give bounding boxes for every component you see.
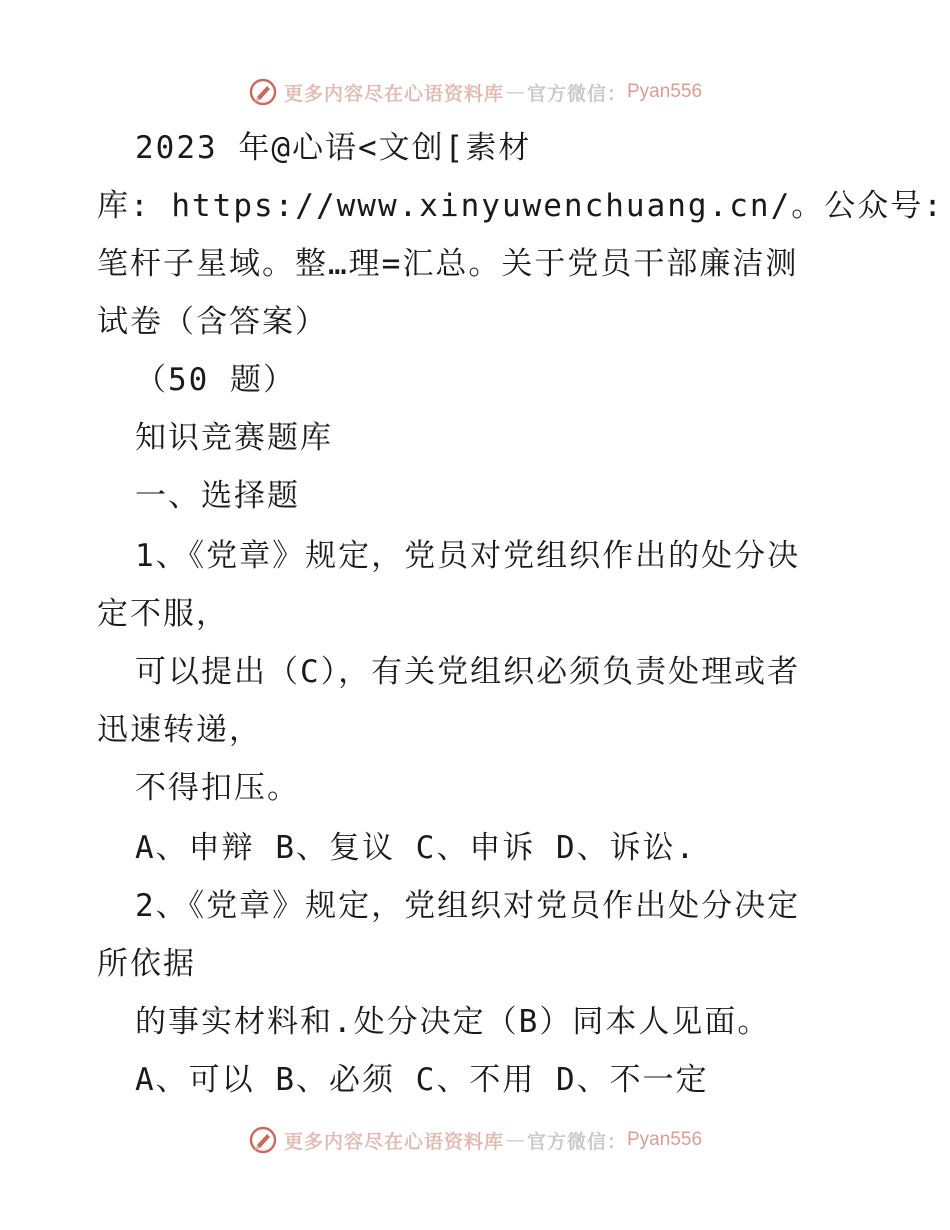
banner-wechat-label: 官方微信： — [526, 1130, 627, 1153]
banner-wechat-id: Pyan556 — [627, 1129, 703, 1150]
pen-circle-logo-icon — [248, 1125, 278, 1155]
question-line: 所依据 — [97, 946, 196, 982]
section-heading: 一、选择题 — [135, 478, 300, 514]
question-line: 定不服， — [97, 596, 229, 632]
footer-banner — [0, 1120, 950, 1160]
text-line: 库: https://www.xinyuwenchuang.cn/。公众号: — [97, 188, 944, 224]
banner-dash: — — [505, 81, 525, 103]
question-line: 1、《党章》规定，党员对党组织作出的处分决 — [135, 538, 801, 574]
question-line: 不得扣压。 — [135, 770, 300, 806]
text-line: 试卷（含答案） — [97, 304, 328, 340]
banner-dash: — — [505, 1129, 525, 1151]
question-line: 2、《党章》规定，党组织对党员作出处分决定 — [135, 888, 801, 924]
question-line: 的事实材料和.处分决定（B）同本人见面。 — [135, 1004, 771, 1040]
banner-wechat-id: Pyan556 — [627, 81, 703, 102]
question-line: 迅速转递， — [97, 712, 262, 748]
question-line: 可以提出（C），有关党组织必须负责处理或者 — [135, 654, 801, 690]
answer-options: A、可以 B、必须 C、不用 D、不一定 — [135, 1062, 709, 1098]
section-heading: 知识竞赛题库 — [135, 420, 333, 456]
banner-text: 更多内容尽在心语资料库 — [283, 1130, 504, 1153]
banner-wechat-label: 官方微信： — [526, 82, 627, 105]
text-line: 笔杆子星域。整…理=汇总。关于党员干部廉洁测 — [97, 246, 799, 282]
banner-text: 更多内容尽在心语资料库 — [283, 82, 504, 105]
text-line: 2023 年@心语<文创[素材 — [135, 130, 532, 166]
text-line: （50 题） — [135, 362, 296, 398]
answer-options: A、申辩 B、复议 C、申诉 D、诉讼. — [135, 830, 697, 866]
